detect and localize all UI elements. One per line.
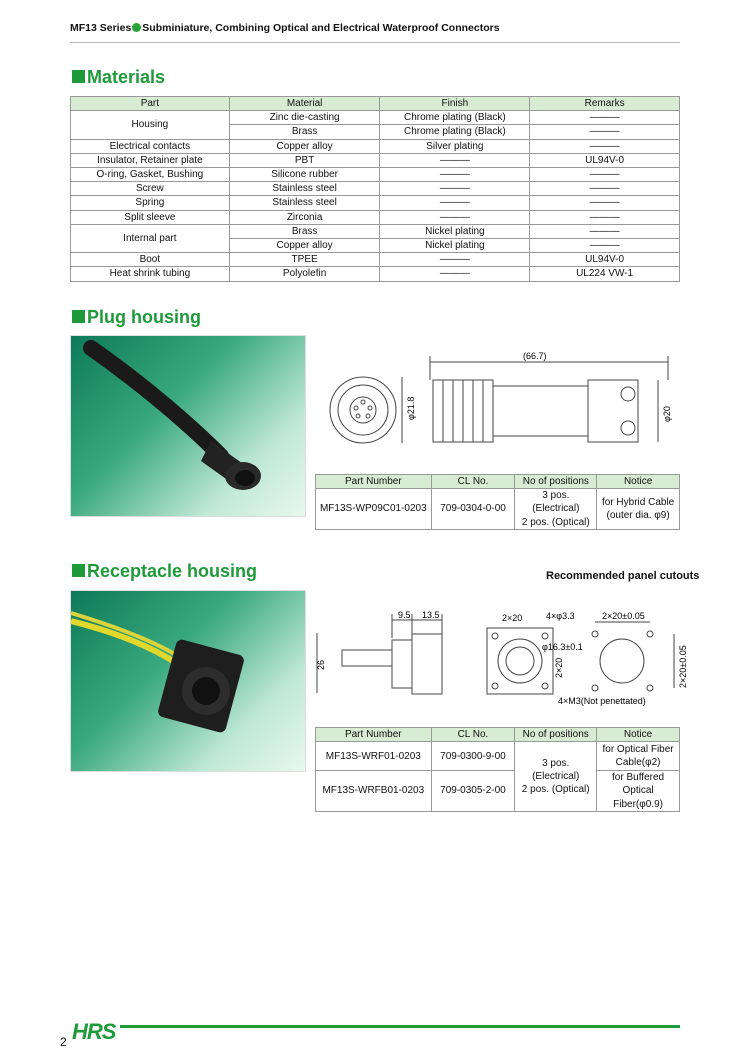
material-cell: Zirconia (229, 210, 380, 224)
finish-cell: ——— (380, 210, 530, 224)
plug-housing-drawing (318, 350, 688, 465)
column-header: CL No. (431, 728, 515, 742)
material-cell: TPEE (229, 253, 380, 267)
receptacle-dimension-a: 9.5 (398, 610, 411, 620)
square-bullet-icon (72, 310, 85, 323)
finish-cell: Nickel plating (380, 239, 530, 253)
part-cell: Screw (71, 182, 230, 196)
remarks-cell: ——— (530, 139, 680, 153)
column-header: Remarks (530, 97, 680, 111)
receptacle-housing-heading (72, 561, 257, 582)
part-number-cell: MF13S-WP09C01-0203 (316, 489, 432, 530)
part-cell: Spring (71, 196, 230, 210)
positions-line: 2 pos. (Optical) (521, 516, 590, 528)
plug-diameter-dimension-1: φ21.8 (406, 396, 416, 420)
material-cell: Copper alloy (229, 239, 380, 253)
column-header: CL No. (431, 475, 515, 489)
header-divider (70, 42, 680, 43)
part-cell: Split sleeve (71, 210, 230, 224)
positions-cell (515, 489, 597, 530)
receptacle-square-dimension-2: 2×20 (554, 657, 564, 678)
plug-diameter-dimension-2: φ20 (662, 406, 672, 422)
plug-length-dimension: (66.7) (523, 351, 547, 361)
remarks-cell: UL94V-0 (530, 253, 680, 267)
column-header: Finish (380, 97, 530, 111)
positions-cell (515, 742, 597, 812)
column-header: Part (71, 97, 230, 111)
table-row (316, 771, 680, 812)
plug-connector-image (71, 336, 305, 516)
remarks-cell: ——— (530, 168, 680, 182)
materials-table (70, 96, 680, 282)
receptacle-housing-photo (70, 590, 306, 772)
finish-cell: ——— (380, 253, 530, 267)
remarks-cell: ——— (530, 210, 680, 224)
column-header: No of positions (515, 728, 597, 742)
remarks-cell: ——— (530, 224, 680, 238)
notice-line: for Optical Fiber (602, 744, 674, 755)
notice-cell (597, 742, 680, 771)
cl-number-cell: 709-0305-2-00 (431, 771, 515, 812)
column-header: Part Number (316, 475, 432, 489)
finish-cell: ——— (380, 168, 530, 182)
receptacle-housing-title: Receptacle housing (87, 561, 258, 581)
remarks-cell: UL224 VW-1 (530, 267, 680, 281)
part-number-cell: MF13S-WRF01-0203 (316, 742, 432, 771)
column-header: Notice (597, 475, 680, 489)
bullet-dot-icon (132, 23, 141, 32)
header-subtitle: Subminiature, Combining Optical and Electrical Waterproof Connectors (142, 22, 500, 34)
cl-number-cell: 709-0304-0-00 (431, 489, 515, 530)
finish-cell: ——— (380, 196, 530, 210)
material-cell: Copper alloy (229, 139, 380, 153)
page-header (70, 22, 500, 34)
notice-line: (outer dia. φ9) (606, 510, 670, 521)
footer-rule (120, 1025, 680, 1028)
part-cell: O-ring, Gasket, Bushing (71, 168, 230, 182)
finish-cell: Nickel plating (380, 224, 530, 238)
receptacle-height-dimension: 26 (316, 659, 326, 670)
table-row (316, 489, 680, 530)
positions-line: 2 pos. (Optical) (521, 784, 590, 796)
receptacle-connector-image (71, 591, 305, 771)
notice-line: for Buffered (612, 772, 665, 784)
table-row (71, 253, 680, 267)
notice-line: for Hybrid Cable (601, 496, 675, 508)
finish-cell: ——— (380, 182, 530, 196)
remarks-cell: ——— (530, 182, 680, 196)
part-cell: Housing (71, 111, 230, 139)
table-row (71, 182, 680, 196)
plug-housing-title: Plug housing (87, 307, 201, 327)
part-cell: Internal part (71, 224, 230, 252)
part-cell: Electrical contacts (71, 139, 230, 153)
material-cell: Brass (229, 125, 380, 139)
panel-cutouts-note: Recommended panel cutouts (546, 570, 700, 582)
receptacle-dimension-b: 13.5 (422, 610, 440, 620)
material-cell: Zinc die-casting (229, 111, 380, 125)
remarks-cell: UL94V-0 (530, 153, 680, 167)
part-cell: Insulator, Retainer plate (71, 153, 230, 167)
material-cell: Brass (229, 224, 380, 238)
column-header: Material (229, 97, 380, 111)
table-header-row (316, 475, 680, 489)
column-header: No of positions (515, 475, 597, 489)
remarks-cell: ——— (530, 125, 680, 139)
remarks-cell: ——— (530, 196, 680, 210)
panel-cutout-dimension-2: 2×20±0.05 (678, 645, 688, 688)
column-header: Part Number (316, 728, 432, 742)
table-row (316, 742, 680, 771)
notice-line: Optical Fiber(φ0.9) (613, 785, 663, 810)
material-cell: Silicone rubber (229, 168, 380, 182)
hrs-logo: HRS (72, 1019, 116, 1044)
material-cell: Polyolefin (229, 267, 380, 281)
series-name: MF13 Series (70, 22, 132, 34)
plug-housing-heading (72, 307, 201, 328)
finish-cell: ——— (380, 153, 530, 167)
receptacle-hole-dimension: 4×φ3.3 (546, 611, 575, 621)
receptacle-diameter-dimension: φ16.3±0.1 (542, 642, 583, 652)
material-cell: PBT (229, 153, 380, 167)
part-number-cell: MF13S-WRFB01-0203 (316, 771, 432, 812)
finish-cell: Chrome plating (Black) (380, 111, 530, 125)
table-row (71, 196, 680, 210)
table-row (71, 210, 680, 224)
receptacle-square-dimension: 2×20 (502, 613, 523, 623)
table-row (71, 224, 680, 238)
materials-title: Materials (87, 67, 166, 87)
positions-line: 3 pos. (Electrical) (532, 490, 580, 515)
table-row (71, 168, 680, 182)
table-row (71, 153, 680, 167)
cl-number-cell: 709-0300-9-00 (431, 742, 515, 771)
notice-line: Cable(φ2) (615, 757, 661, 769)
square-bullet-icon (72, 70, 85, 83)
part-cell: Boot (71, 253, 230, 267)
material-cell: Stainless steel (229, 196, 380, 210)
positions-line: 3 pos. (Electrical) (532, 757, 580, 782)
plug-housing-photo (70, 335, 306, 517)
page-number: 2 (60, 1035, 67, 1049)
notice-cell (597, 489, 680, 530)
table-header-row (316, 728, 680, 742)
finish-cell: Chrome plating (Black) (380, 125, 530, 139)
table-row (71, 139, 680, 153)
remarks-cell: ——— (530, 111, 680, 125)
square-bullet-icon (72, 564, 85, 577)
receptacle-housing-drawing (312, 608, 692, 718)
material-cell: Stainless steel (229, 182, 380, 196)
table-header-row (71, 97, 680, 111)
notice-cell (597, 771, 680, 812)
remarks-cell: ——— (530, 239, 680, 253)
table-row (71, 267, 680, 281)
column-header: Notice (597, 728, 680, 742)
materials-heading (72, 67, 165, 88)
part-cell: Heat shrink tubing (71, 267, 230, 281)
receptacle-screw-note: 4×M3(Not penettated) (558, 696, 646, 706)
panel-cutout-dimension-1: 2×20±0.05 (602, 611, 645, 621)
receptacle-part-table (315, 727, 680, 812)
finish-cell: Silver plating (380, 139, 530, 153)
table-row (71, 111, 680, 125)
finish-cell: ——— (380, 267, 530, 281)
plug-part-table (315, 474, 680, 530)
